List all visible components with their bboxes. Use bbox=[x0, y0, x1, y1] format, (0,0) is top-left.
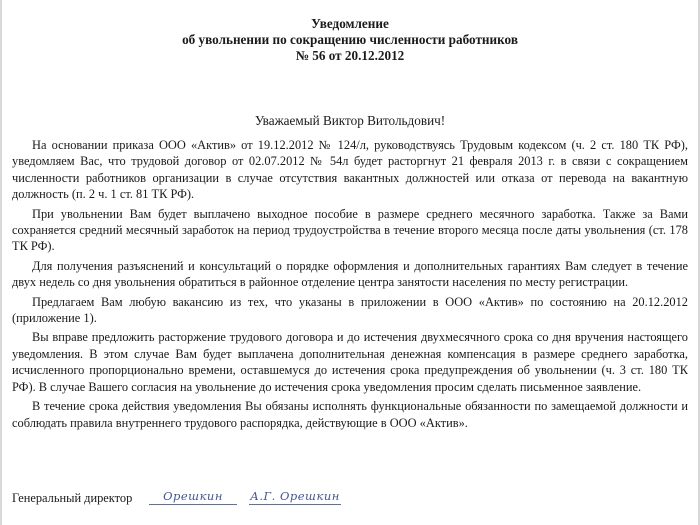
paragraph-3: Для получения разъяснений и консультаций о порядке оформления и дополнительных гарантиях Вам следует в течение двух недель со дня увольнения обратиться в районное отделение центра занятости населения по месту регистрации. bbox=[12, 258, 688, 290]
handwritten-signature: Орешкин bbox=[149, 488, 237, 505]
signatory-position: Генеральный директор bbox=[12, 491, 133, 505]
paragraph-4: Предлагаем Вам любую вакансию из тех, что указаны в приложении в ООО «Актив» по состоянию на 20.12.2012 (приложение 1). bbox=[12, 294, 688, 326]
paragraph-2: При увольнении Вам будет выплачено выходное пособие в размере среднего месячного заработка. Также за Вами сохраняется средний месячный заработок на период трудоустройства в течение второго месяца после даты увольнения (ст. 178 ТК РФ). bbox=[12, 206, 688, 254]
title-line-1: Уведомление bbox=[311, 16, 389, 31]
title-line-3: № 56 от 20.12.2012 bbox=[295, 48, 405, 63]
signatory-name: А.Г. Орешкин bbox=[250, 489, 340, 503]
paragraph-5: Вы вправе предложить расторжение трудового договора и до истечения двухмесячного срока со дня вручения настоящего уведомления. В этом случае Вам будет выплачена дополнительная денежная компенсация в размере среднего заработка, исчисленного пропорционально времени, оставшемуся до истечения срока предупреждения об увольнении (ч. 3 ст. 180 ТК РФ). В случае Вашего согласия на увольнение до истечения срока уведомления просим сделать письменное заявление. bbox=[12, 330, 688, 394]
salutation: Уважаемый Виктор Витольдович! bbox=[254, 113, 446, 128]
paragraph-1: На основании приказа ООО «Актив» от 19.12.2012 № 124/л, руководствуясь Трудовым кодексом (ч. 2 ст. 180 ТК РФ), уведомляем Вас, что трудовой договор от 02.07.2012 № 54л будет расторгнут 21 февраля 2013 г. в связи с сокращением численности работников организации в случае отсутствия вакантных должностей или отказа от перевода на вакантную должность (п. 2 ч. 1 ст. 81 ТК РФ). bbox=[12, 138, 688, 202]
signature-block bbox=[12, 488, 688, 508]
page-left-edge bbox=[0, 0, 2, 525]
title-line-2: об увольнении по сокращению численности работников bbox=[182, 32, 518, 47]
document-body bbox=[12, 137, 688, 434]
paragraph-6: В течение срока действия уведомления Вы обязаны исполнять функциональные обязанности по замещаемой должности и соблюдать правила внутреннего трудового распорядка, действующие в ООО «Актив». bbox=[12, 399, 688, 430]
document-title bbox=[0, 16, 700, 64]
